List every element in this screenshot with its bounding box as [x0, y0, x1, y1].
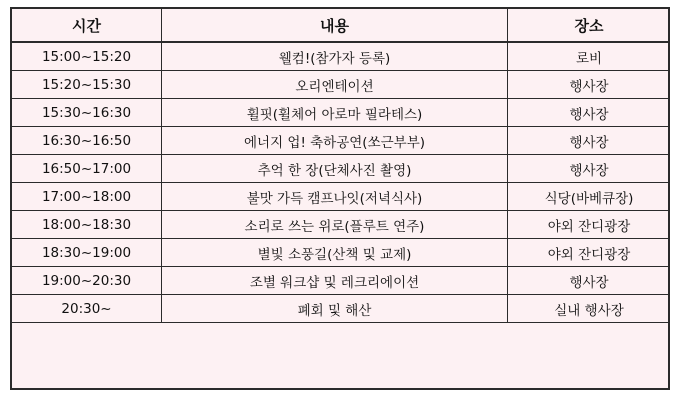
place-cell: 행사장 — [508, 99, 671, 127]
place-cell: 로비 — [508, 42, 671, 71]
content-cell: 휠핏(휠체어 아로마 필라테스) — [162, 99, 508, 127]
table-row — [12, 42, 670, 71]
header-place: 장소 — [508, 9, 671, 42]
schedule-frame — [10, 7, 670, 390]
table-row — [12, 155, 670, 183]
time-cell: 15:00~15:20 — [12, 42, 162, 71]
table-row — [12, 127, 670, 155]
table-row — [12, 71, 670, 99]
table-row — [12, 211, 670, 239]
header-time: 시간 — [12, 9, 162, 42]
time-cell: 15:30~16:30 — [12, 99, 162, 127]
content-cell: 별빛 소풍길(산책 및 교제) — [162, 239, 508, 267]
table-row — [12, 99, 670, 127]
place-cell: 식당(바베큐장) — [508, 183, 671, 211]
header-row — [12, 9, 670, 42]
place-cell: 야외 잔디광장 — [508, 239, 671, 267]
place-cell: 행사장 — [508, 155, 671, 183]
table-row — [12, 267, 670, 295]
content-cell: 추억 한 장(단체사진 촬영) — [162, 155, 508, 183]
place-cell: 행사장 — [508, 127, 671, 155]
content-cell: 불맛 가득 캠프나잇(저녁식사) — [162, 183, 508, 211]
content-cell: 웰컴!(참가자 등록) — [162, 42, 508, 71]
table-row — [12, 295, 670, 323]
content-cell: 에너지 업! 축하공연(쏘근부부) — [162, 127, 508, 155]
content-cell: 오리엔테이션 — [162, 71, 508, 99]
header-content: 내용 — [162, 9, 508, 42]
time-cell: 16:50~17:00 — [12, 155, 162, 183]
place-cell: 야외 잔디광장 — [508, 211, 671, 239]
content-cell: 조별 워크샵 및 레크리에이션 — [162, 267, 508, 295]
content-cell: 폐회 및 해산 — [162, 295, 508, 323]
schedule-table — [12, 9, 670, 323]
place-cell: 실내 행사장 — [508, 295, 671, 323]
time-cell: 20:30~ — [12, 295, 162, 323]
place-cell: 행사장 — [508, 71, 671, 99]
content-cell: 소리로 쓰는 위로(플루트 연주) — [162, 211, 508, 239]
table-row — [12, 239, 670, 267]
time-cell: 16:30~16:50 — [12, 127, 162, 155]
time-cell: 18:30~19:00 — [12, 239, 162, 267]
time-cell: 17:00~18:00 — [12, 183, 162, 211]
table-row — [12, 183, 670, 211]
time-cell: 18:00~18:30 — [12, 211, 162, 239]
time-cell: 15:20~15:30 — [12, 71, 162, 99]
time-cell: 19:00~20:30 — [12, 267, 162, 295]
place-cell: 행사장 — [508, 267, 671, 295]
